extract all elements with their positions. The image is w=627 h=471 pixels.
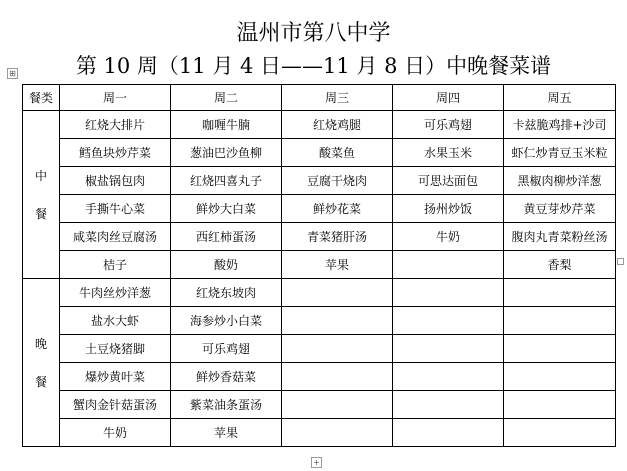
dinner-row — [23, 335, 616, 363]
lunch-dish-cell[interactable]: 手撕牛心菜 — [60, 195, 171, 223]
dinner-dish-cell[interactable]: 牛奶 — [60, 419, 171, 447]
dinner-dish-cell[interactable] — [282, 391, 393, 419]
lunch-dish-cell[interactable]: 香梨 — [504, 251, 616, 279]
lunch-dish-cell[interactable]: 咸菜肉丝豆腐汤 — [60, 223, 171, 251]
lunch-row — [23, 251, 616, 279]
lunch-dish-cell[interactable]: 酸奶 — [171, 251, 282, 279]
lunch-row — [23, 111, 616, 139]
lunch-dish-cell[interactable]: 红烧鸡腿 — [282, 111, 393, 139]
dinner-dish-cell[interactable]: 紫菜油条蛋汤 — [171, 391, 282, 419]
dinner-dish-cell[interactable]: 可乐鸡翅 — [171, 335, 282, 363]
lunch-row — [23, 139, 616, 167]
lunch-dish-cell[interactable]: 鲜炒花菜 — [282, 195, 393, 223]
dinner-dish-cell[interactable] — [393, 279, 504, 307]
dinner-row — [23, 307, 616, 335]
lunch-dish-cell[interactable]: 椒盐锅包肉 — [60, 167, 171, 195]
lunch-dish-cell[interactable]: 牛奶 — [393, 223, 504, 251]
lunch-label-cell[interactable] — [23, 111, 60, 279]
menu-title: 第 10 周（11 月 4 日——11 月 8 日）中晚餐菜谱 — [75, 54, 552, 78]
lunch-dish-cell[interactable]: 红烧大排片 — [60, 111, 171, 139]
lunch-dish-cell[interactable]: 鲜炒大白菜 — [171, 195, 282, 223]
add-row-handle-icon[interactable]: + — [311, 457, 322, 468]
lunch-dish-cell[interactable]: 卡兹脆鸡排+沙司 — [504, 111, 616, 139]
dinner-dish-cell[interactable]: 鲜炒香菇菜 — [171, 363, 282, 391]
dinner-dish-cell[interactable] — [282, 307, 393, 335]
header-cell[interactable]: 周一 — [60, 85, 171, 111]
dinner-dish-cell[interactable] — [282, 363, 393, 391]
menu-table — [22, 84, 616, 447]
dinner-dish-cell[interactable] — [393, 307, 504, 335]
dinner-dish-cell[interactable]: 红烧东坡肉 — [171, 279, 282, 307]
header-cell[interactable]: 周三 — [282, 85, 393, 111]
lunch-dish-cell[interactable]: 西红柿蛋汤 — [171, 223, 282, 251]
dinner-dish-cell[interactable] — [282, 335, 393, 363]
dinner-dish-cell[interactable] — [504, 335, 616, 363]
lunch-dish-cell[interactable]: 酸菜鱼 — [282, 139, 393, 167]
lunch-dish-cell[interactable]: 腹肉丸青菜粉丝汤 — [504, 223, 616, 251]
dinner-dish-cell[interactable] — [393, 419, 504, 447]
lunch-dish-cell[interactable]: 桔子 — [60, 251, 171, 279]
header-cell[interactable]: 周五 — [504, 85, 616, 111]
header-cell[interactable]: 周四 — [393, 85, 504, 111]
dinner-dish-cell[interactable] — [393, 335, 504, 363]
dinner-label-bottom: 餐 — [34, 374, 47, 389]
lunch-dish-cell[interactable]: 黄豆芽炒芹菜 — [504, 195, 616, 223]
header-row — [23, 85, 616, 111]
lunch-dish-cell[interactable]: 虾仁炒青豆玉米粒 — [504, 139, 616, 167]
dinner-dish-cell[interactable]: 海参炒小白菜 — [171, 307, 282, 335]
lunch-dish-cell[interactable]: 扬州炒饭 — [393, 195, 504, 223]
dinner-dish-cell[interactable]: 牛肉丝炒洋葱 — [60, 279, 171, 307]
lunch-dish-cell[interactable]: 咖喱牛腩 — [171, 111, 282, 139]
table-move-handle-icon[interactable]: ⊞ — [7, 68, 18, 79]
dinner-row — [23, 363, 616, 391]
lunch-dish-cell[interactable]: 青菜猪肝汤 — [282, 223, 393, 251]
dinner-dish-cell[interactable] — [282, 419, 393, 447]
row-resize-handle[interactable] — [617, 258, 624, 265]
school-name: 温州市第八中学 — [236, 21, 391, 46]
dinner-dish-cell[interactable] — [393, 391, 504, 419]
dinner-dish-cell[interactable] — [504, 363, 616, 391]
dinner-row — [23, 391, 616, 419]
dinner-dish-cell[interactable] — [282, 279, 393, 307]
dinner-label-top: 晚 — [34, 336, 47, 351]
dinner-dish-cell[interactable] — [504, 419, 616, 447]
dinner-label-cell[interactable] — [23, 279, 60, 447]
dinner-dish-cell[interactable] — [504, 279, 616, 307]
header-cell[interactable]: 周二 — [171, 85, 282, 111]
lunch-row — [23, 195, 616, 223]
dinner-dish-cell[interactable] — [393, 363, 504, 391]
lunch-dish-cell[interactable]: 鳕鱼块炒芹菜 — [60, 139, 171, 167]
dinner-dish-cell[interactable]: 爆炒黄叶菜 — [60, 363, 171, 391]
lunch-label-top: 中 — [34, 168, 47, 183]
lunch-dish-cell[interactable]: 水果玉米 — [393, 139, 504, 167]
dinner-row — [23, 279, 616, 307]
lunch-dish-cell[interactable]: 可乐鸡翅 — [393, 111, 504, 139]
lunch-dish-cell[interactable]: 红烧四喜丸子 — [171, 167, 282, 195]
lunch-dish-cell[interactable]: 豆腐干烧肉 — [282, 167, 393, 195]
lunch-label-bottom: 餐 — [34, 206, 47, 221]
dinner-dish-cell[interactable] — [504, 391, 616, 419]
dinner-dish-cell[interactable]: 蟹肉金针菇蛋汤 — [60, 391, 171, 419]
lunch-dish-cell[interactable]: 黑椒肉柳炒洋葱 — [504, 167, 616, 195]
header-cell[interactable]: 餐类 — [23, 85, 60, 111]
dinner-row — [23, 419, 616, 447]
dinner-dish-cell[interactable]: 苹果 — [171, 419, 282, 447]
lunch-dish-cell[interactable]: 可思达面包 — [393, 167, 504, 195]
lunch-dish-cell[interactable] — [393, 251, 504, 279]
dinner-dish-cell[interactable]: 土豆烧猪脚 — [60, 335, 171, 363]
lunch-dish-cell[interactable]: 葱油巴沙鱼柳 — [171, 139, 282, 167]
lunch-row — [23, 167, 616, 195]
lunch-row — [23, 223, 616, 251]
lunch-dish-cell[interactable]: 苹果 — [282, 251, 393, 279]
dinner-dish-cell[interactable] — [504, 307, 616, 335]
dinner-dish-cell[interactable]: 盐水大虾 — [60, 307, 171, 335]
